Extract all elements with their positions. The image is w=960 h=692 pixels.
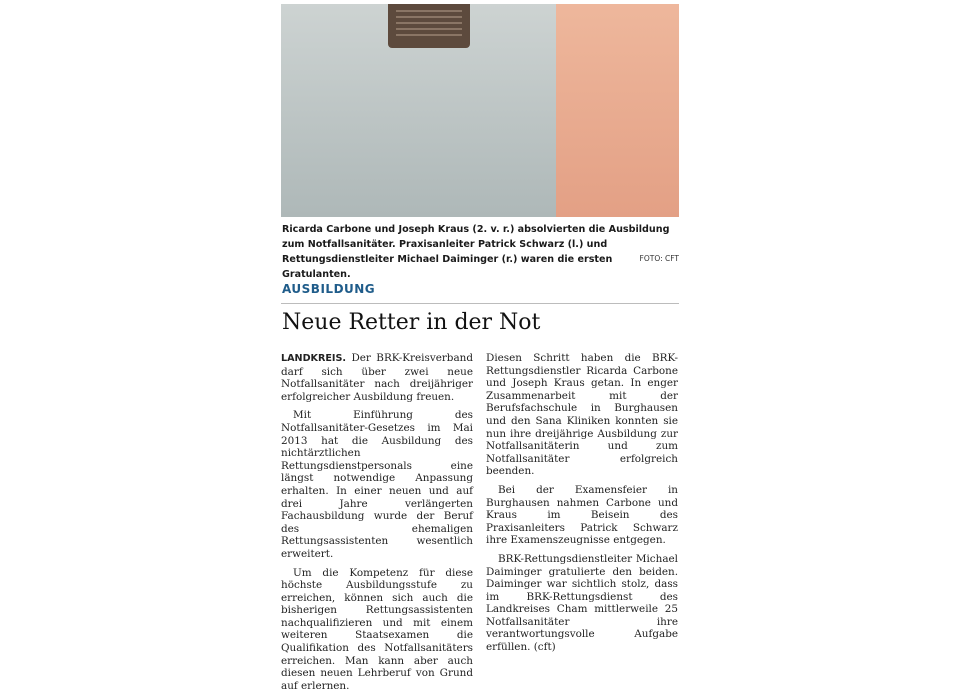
group-photo — [281, 4, 679, 217]
paragraph: Um die Kompetenz für diese höchste Ausbildungsstufe zu erreichen, können sich auch die bisherigen Rettungsassistenten nachqualifizieren und mit einem weiteren Staatsexamen die Qualifikation des Notfallsanitäters erreichen. Man kann aber auch diesen neuen Lehrberuf von Grund auf erlernen. — [281, 567, 473, 692]
photo-credit: FOTO: CFT — [640, 254, 679, 263]
photo-caption: Ricarda Carbone und Joseph Kraus (2. v. r.) absolvierten die Ausbildung zum Notfallsanitäter. Praxisanleiter Patrick Schwarz (l.) und Rettungsdienstleiter Michael Daiminger (r.) waren die ersten Gratulanten. — [282, 222, 678, 282]
section-kicker: AUSBILDUNG — [282, 282, 375, 296]
divider — [281, 303, 679, 304]
photo-wall-right — [556, 4, 679, 217]
dateline: LANDKREIS. — [281, 353, 346, 364]
paragraph-text: Der BRK-Kreisverband darf sich über zwei neue Notfallsanitäter nach dreijähriger erfolgreicher Ausbildung freuen. — [281, 352, 473, 403]
paragraph: BRK-Rettungsdienstleiter Michael Daiminger gratulierte den beiden. Daiminger war sichtlich stolz, dass im BRK-Rettungsdienst des Landkreises Cham mittlerweile 25 Notfallsanitäter ihre verantwortungsvolle Aufgabe erfüllen. (cft) — [486, 553, 678, 654]
article-column-1 — [281, 352, 473, 692]
photo-plaque — [388, 4, 470, 48]
newspaper-article — [281, 4, 679, 636]
paragraph: Bei der Examensfeier in Burghausen nahmen Carbone und Kraus im Beisein des Praxisanleiters Patrick Schwarz ihre Examenszeugnisse entgegen. — [486, 484, 678, 547]
article-column-2 — [486, 352, 678, 654]
paragraph — [281, 352, 473, 403]
paragraph: Diesen Schritt haben die BRK-Rettungsdienstler Ricarda Carbone und Joseph Kraus getan. In enger Zusammenarbeit mit der Berufsfachschule in Burghausen und den Sana Kliniken konnten sie nun ihre dreijährige Ausbildung zur Notfallsanitäterin und zum Notfallsanitäter erfolgreich beenden. — [486, 352, 678, 478]
paragraph: Mit Einführung des Notfallsanitäter-Gesetzes im Mai 2013 hat die Ausbildung des nichtärztlichen Rettungsdienstpersonals eine längst notwendige Anpassung erhalten. In einer neuen und auf drei Jahre verlängerten Fachausbildung wurde der Beruf des ehemaligen Rettungsassistenten wesentlich erweitert. — [281, 409, 473, 560]
article-headline: Neue Retter in der Not — [282, 310, 540, 335]
